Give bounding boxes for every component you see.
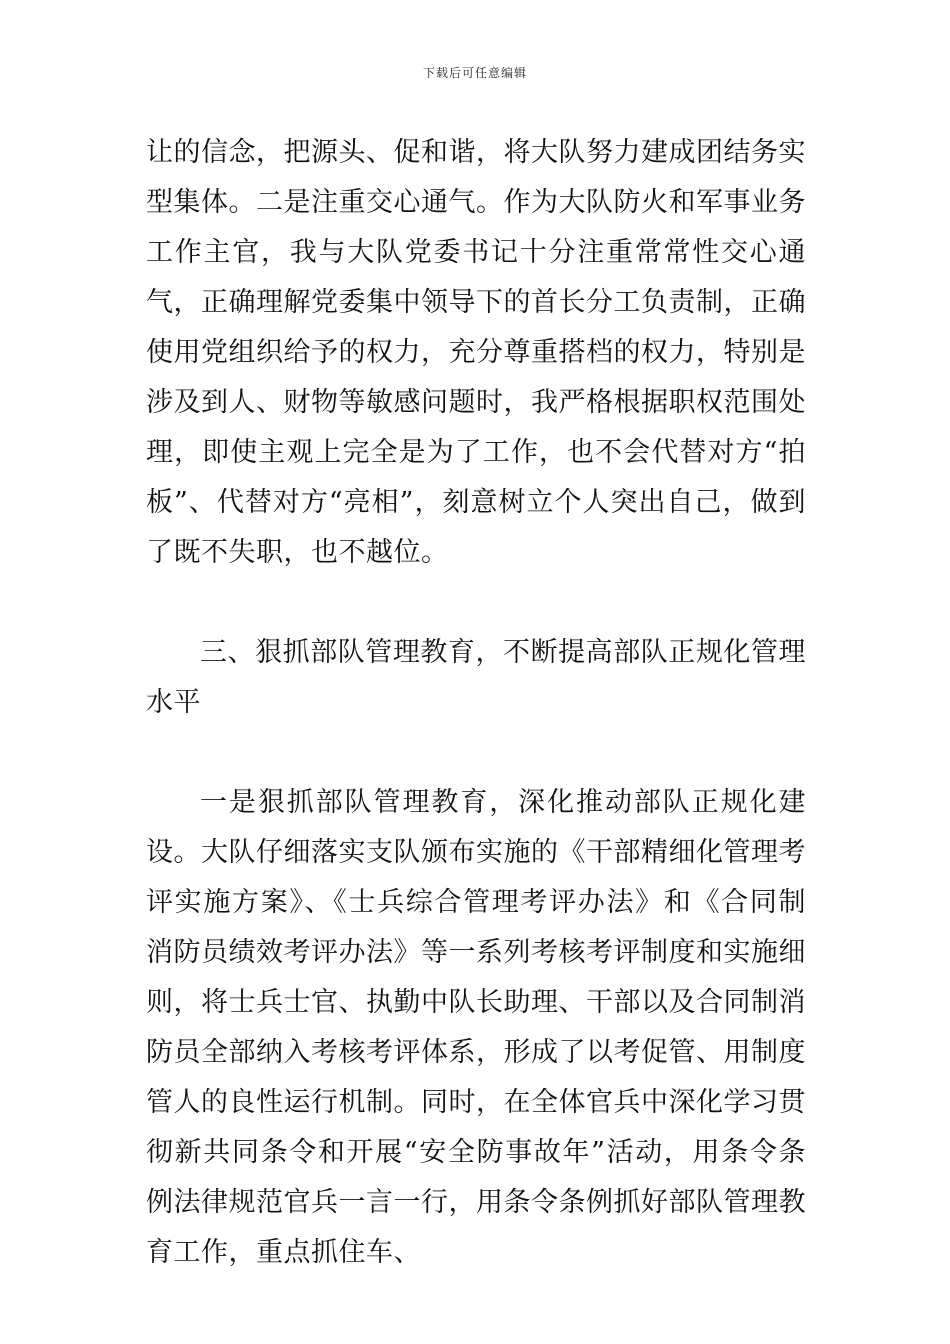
section-heading: 三、狠抓部队管理教育，不断提高部队正规化管理水平	[146, 637, 806, 718]
page-header: 下载后可任意编辑	[422, 66, 527, 80]
paragraph-gap	[146, 728, 806, 778]
paragraph-continuation: 让的信念，把源头、促和谐，将大队努力建成团结务实型集体。二是注重交心通气。作为大队防火和军事业务工作主官，我与大队党委书记十分注重常常性交心通气，正确理解党委集中领导下的首长分工负责制，正确使用党组织给予的权力，充分尊重搭档的权力，特别是涉及到人、财物等敏感问题时，我严格根据职权范围处理，即使主观上完全是为了工作，也不会代替对方“拍板”、代替对方“亮相”，刻意树立个人突出自己，做到了既不失职，也不越位。	[146, 137, 806, 568]
document-body	[146, 128, 806, 1278]
paragraph-body: 一是狠抓部队管理教育，深化推动部队正规化建设。大队仔细落实支队颁布实施的《干部精细化管理考评实施方案》、《士兵综合管理考评办法》和《合同制消防员绩效考评办法》等一系列考核考评制度和实施细则，将士兵士官、执勤中队长助理、干部以及合同制消防员全部纳入考核考评体系，形成了以考促管、用制度管人的良性运行机制。同时，在全体官兵中深化学习贯彻新共同条令和开展“安全防事故年”活动，用条令条例法律规范官兵一言一行，用条令条例抓好部队管理教育工作，重点抓住车、	[146, 787, 806, 1268]
paragraph-gap	[146, 578, 806, 628]
